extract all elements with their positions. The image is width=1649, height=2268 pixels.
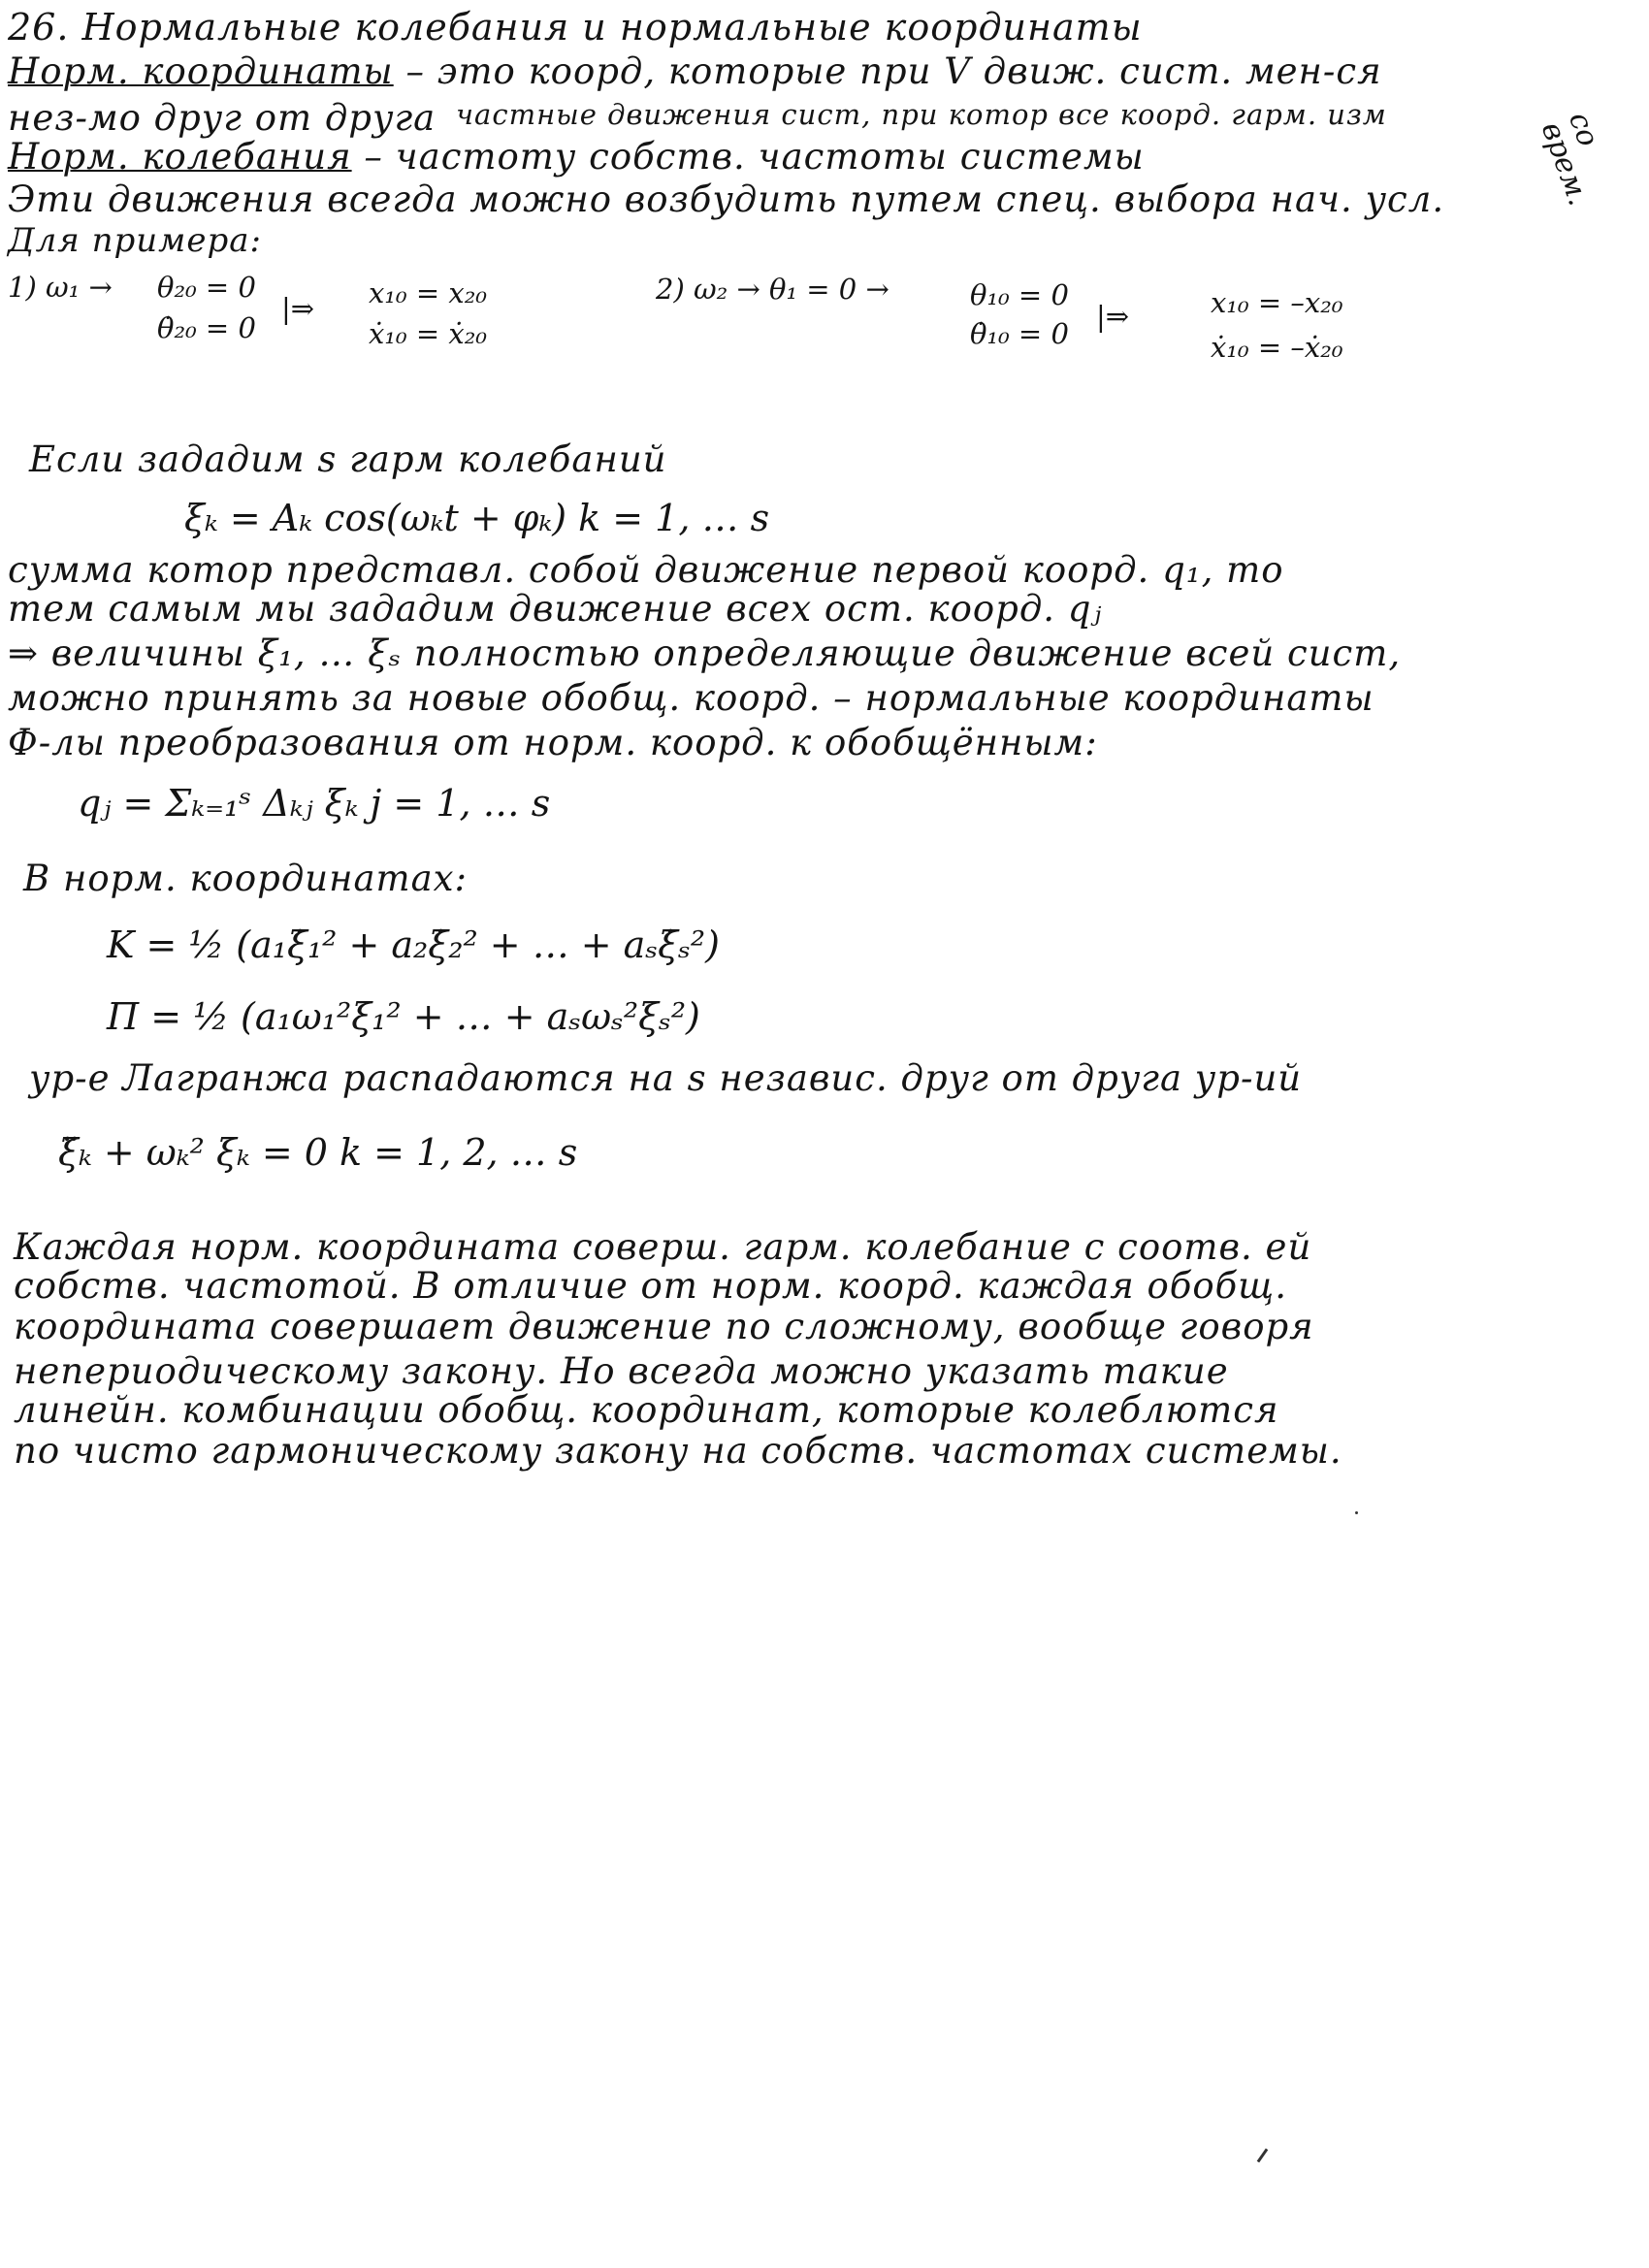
kinetic-energy-formula: K = ½ (a₁ξ̇₁² + a₂ξ̇₂² + … + aₛξ̇ₛ²): [107, 923, 720, 966]
example-2-result-1: x₁₀ = –x₂₀: [1211, 286, 1343, 319]
norm-coord-text: – это коорд, которые при V движ. сист. мен-ся: [405, 50, 1382, 92]
lagrange-statement: ур-е Лагранжа распадаются на s независ. друг от друга ур-ий: [29, 1057, 1303, 1099]
example-2-arrow: |⇒: [1096, 300, 1130, 333]
norm-osc-definition: [8, 136, 1145, 178]
normal-coords-heading: В норм. координатах:: [23, 858, 469, 899]
equation-of-motion: ξ̈ₖ + ωₖ² ξₖ = 0 k = 1, 2, … s: [58, 1131, 578, 1174]
formula-q: qⱼ = Σₖ₌₁ˢ Δₖⱼ ξₖ j = 1, … s: [78, 782, 551, 825]
conclusion-line-3: координата совершает движение по сложному, вообще говоря: [14, 1306, 1314, 1347]
example-2-result-2: ẋ₁₀ = –ẋ₂₀: [1211, 331, 1343, 364]
conclusion-line-5: линейн. комбинации обобщ. координат, которые колеблются: [14, 1389, 1279, 1431]
potential-energy-formula: П = ½ (a₁ω₁²ξ₁² + … + aₛωₛ²ξₛ²): [107, 995, 700, 1038]
norm-coord-definition-cont: нез-мо друг от друга: [8, 97, 436, 139]
excite-sentence: Эти движения всегда можно возбудить путем спец. выбора нач. усл.: [8, 178, 1445, 220]
general-intro: Если зададим s гарм колебаний: [29, 438, 667, 480]
inserted-note: частные движения сист, при котор все коорд. гарм. изм: [456, 98, 1387, 131]
general-paragraph-3: ⇒ величины ξ₁, … ξₛ полностью определяющие движение всей сист,: [8, 632, 1402, 674]
example-2-cond-1: θ₁₀ = 0: [970, 278, 1069, 311]
conclusion-line-2: собств. частотой. В отличие от норм. коорд. каждая обобщ.: [14, 1265, 1287, 1307]
example-1-result-2: ẋ₁₀ = ẋ₂₀: [369, 317, 487, 350]
example-label: Для примера:: [8, 221, 262, 260]
formula-xi: ξₖ = Aₖ cos(ωₖt + φₖ) k = 1, … s: [184, 497, 770, 539]
example-1-label: 1) ω₁ →: [8, 271, 113, 304]
norm-coord-term: Норм. координаты: [8, 50, 394, 92]
stray-pen-mark: [1257, 2149, 1269, 2163]
example-1-cond-2: θ̇₂₀ = 0: [157, 311, 256, 344]
general-paragraph-1: сумма котор представл. собой движение первой коорд. q₁, то: [8, 549, 1284, 591]
page-title: 26. Нормальные колебания и нормальные координаты: [8, 6, 1143, 49]
norm-osc-term: Норм. колебания: [8, 136, 352, 178]
example-1-cond-1: θ₂₀ = 0: [157, 271, 256, 304]
example-1-result-1: x₁₀ = x₂₀: [369, 276, 487, 309]
norm-coord-definition: [8, 50, 1382, 93]
general-paragraph-2: тем самым мы зададим движение всех ост. коорд. qⱼ: [8, 588, 1103, 630]
norm-osc-text: – частоту собств. частоты системы: [364, 136, 1145, 178]
general-paragraph-5: Ф-лы преобразования от норм. коорд. к обобщённым:: [8, 722, 1098, 763]
example-1-arrow: |⇒: [281, 292, 315, 325]
conclusion-line-6: по чисто гармоническому закону на собств. частотах системы.: [14, 1430, 1342, 1472]
stray-dot: [1355, 1511, 1358, 1514]
conclusion-line-4: непериодическому закону. Но всегда можно указать такие: [14, 1350, 1229, 1392]
side-note: со врем.: [1534, 107, 1605, 211]
example-2-cond-2: θ̇₁₀ = 0: [970, 317, 1069, 350]
example-2-label: 2) ω₂ → θ₁ = 0 →: [656, 273, 889, 306]
conclusion-line-1: Каждая норм. координата соверш. гарм. колебание с соотв. ей: [14, 1226, 1312, 1268]
general-paragraph-4: можно принять за новые обобщ. коорд. – нормальные координаты: [8, 677, 1374, 719]
